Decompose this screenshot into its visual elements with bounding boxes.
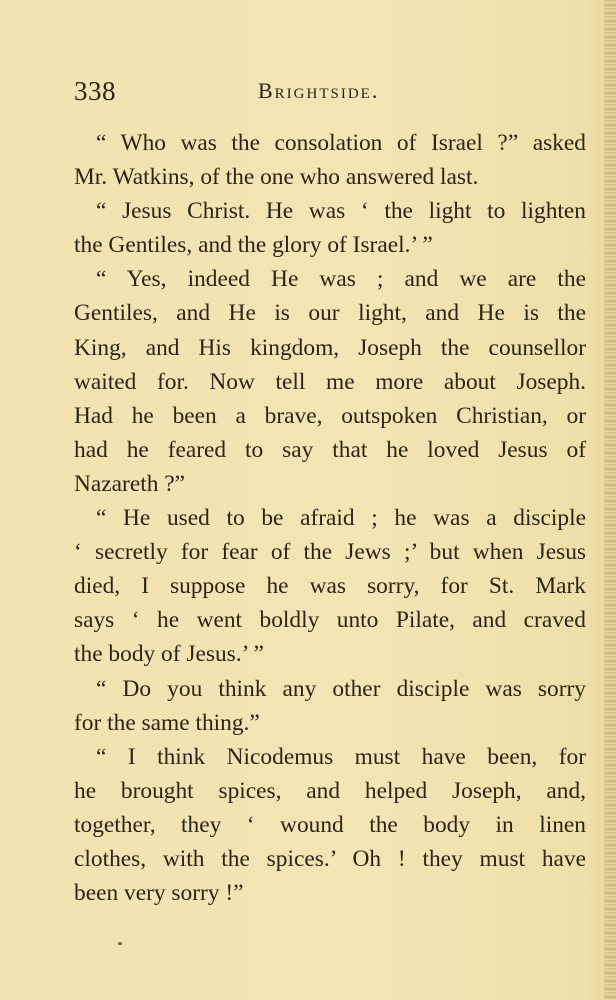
running-head: Brightside.: [258, 78, 380, 103]
text-line: died, I suppose he was sorry, for St. Mark: [74, 573, 586, 600]
text-line: the body of Jesus.’ ”: [74, 641, 264, 668]
text-line: for the same thing.”: [74, 709, 260, 736]
text-line: “ Jesus Christ. He was ‘ the light to lighten: [96, 198, 586, 225]
text-line: waited for. Now tell me more about Joseph.: [74, 368, 586, 395]
text-line: “ Do you think any other disciple was sorry: [96, 675, 586, 702]
text-line: “ I think Nicodemus must have been, for: [96, 743, 586, 770]
print-speck: [118, 942, 122, 945]
text-line: says ‘ he went boldly unto Pilate, and craved: [74, 607, 586, 634]
text-line: “ He used to be afraid ; he was a disciple: [96, 505, 586, 532]
text-line: together, they ‘ wound the body in linen: [74, 811, 586, 838]
text-line: been very sorry !”: [74, 880, 244, 907]
text-line: “ Yes, indeed He was ; and we are the: [96, 266, 586, 293]
text-line: Had he been a brave, outspoken Christian, or: [74, 402, 586, 429]
page-edge: [604, 0, 616, 1000]
text-line: Gentiles, and He is our light, and He is the: [74, 300, 586, 327]
text-line: King, and His kingdom, Joseph the counsellor: [74, 334, 586, 361]
text-line: Mr. Watkins, of the one who answered last.: [74, 164, 479, 191]
text-line: “ Who was the consolation of Israel ?” asked: [96, 130, 586, 156]
text-line: had he feared to say that he loved Jesus of: [74, 436, 586, 463]
text-line: ‘ secretly for fear of the Jews ;’ but when Jesus: [74, 539, 586, 566]
text-line: Nazareth ?”: [74, 470, 186, 497]
page-header: [74, 76, 544, 106]
text-line: he brought spices, and helped Joseph, and,: [74, 777, 586, 804]
body-text: [74, 126, 586, 910]
text-line: the Gentiles, and the glory of Israel.’ ”: [74, 232, 433, 259]
text-line: clothes, with the spices.’ Oh ! they must have: [74, 845, 586, 872]
page-number: 338: [74, 76, 116, 106]
